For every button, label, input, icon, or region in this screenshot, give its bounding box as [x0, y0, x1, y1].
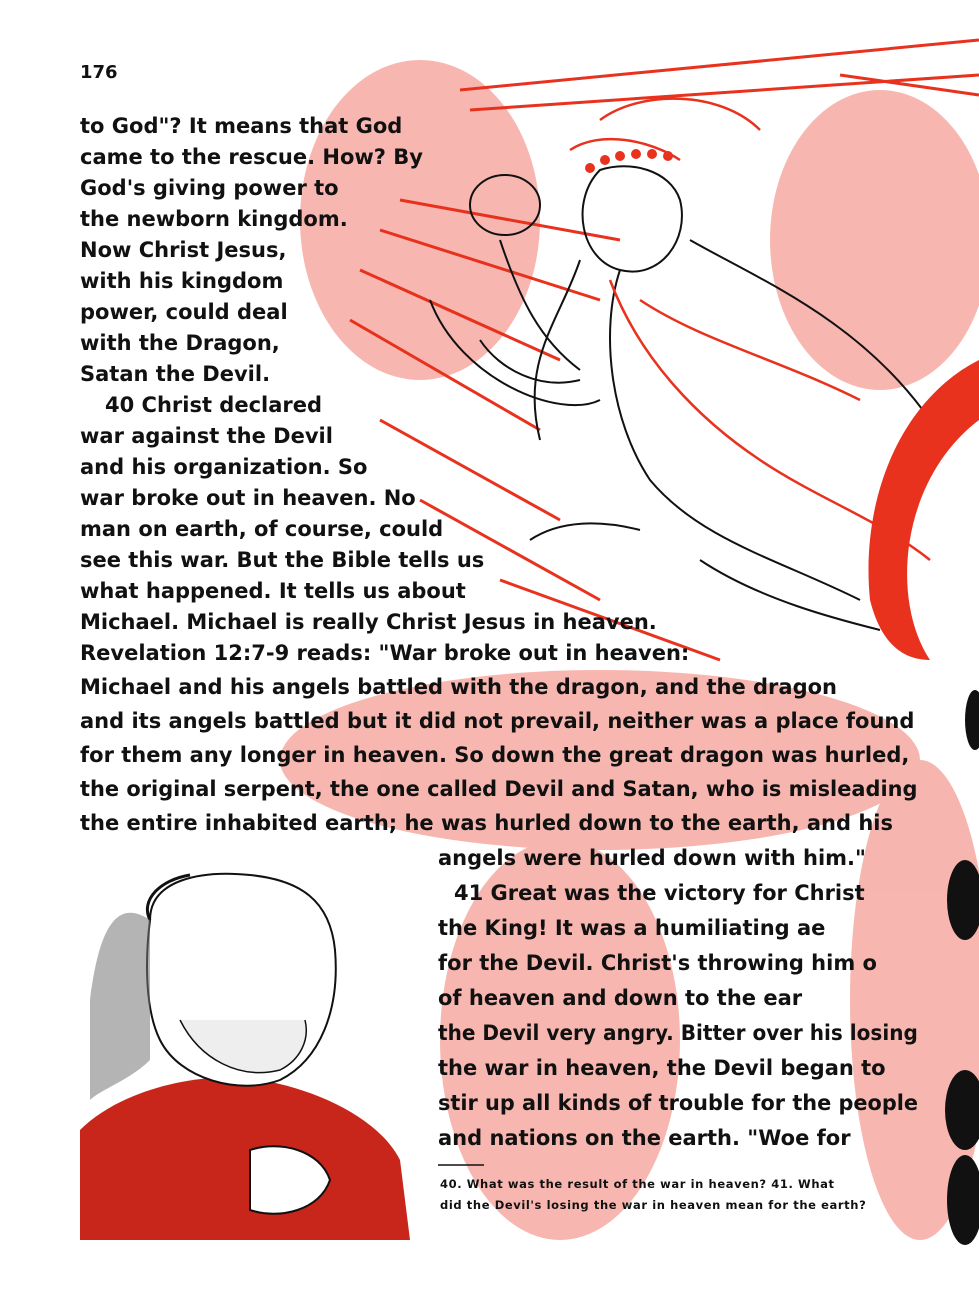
paragraph-start-41: 41 Great was the victory for Christ: [454, 881, 865, 905]
body-line: man on earth, of course, could: [80, 517, 444, 541]
body-line: Revelation 12:7-9 reads: "War broke out in heaven:: [80, 641, 690, 665]
page-number: 176: [80, 62, 118, 83]
study-question: 40. What was the result of the war in heaven? 41. What: [440, 1177, 835, 1191]
body-line: with his kingdom: [80, 269, 284, 293]
body-line: the war in heaven, the Devil began to: [438, 1056, 886, 1080]
scripture-line: for them any longer in heaven. So down the great dragon was hurled,: [80, 743, 910, 767]
old-man-figure: [80, 874, 410, 1240]
body-line: Michael. Michael is really Christ Jesus in heaven.: [80, 610, 657, 634]
crescent-moon: [868, 360, 979, 660]
body-line: power, could deal: [80, 300, 288, 324]
body-line: and his organization. So: [80, 455, 368, 479]
body-line: for the Devil. Christ's throwing him o: [438, 951, 877, 975]
scripture-line: the original serpent, the one called Devil and Satan, who is misleading: [80, 777, 918, 801]
scripture-line: angels were hurled down with him.": [438, 846, 866, 870]
body-line: and nations on the earth. "Woe for: [438, 1126, 851, 1150]
crown-of-stars: [585, 149, 673, 173]
body-line: came to the rescue. How? By: [80, 145, 423, 169]
paragraph-start-40: 40 Christ declared: [105, 393, 323, 417]
body-line: stir up all kinds of trouble for the people: [438, 1091, 919, 1115]
body-line: the Devil very angry. Bitter over his losing: [438, 1021, 918, 1045]
body-line: with the Dragon,: [80, 331, 280, 355]
body-line: of heaven and down to the ear: [438, 986, 803, 1010]
body-line: Now Christ Jesus,: [80, 238, 287, 262]
study-question: did the Devil's losing the war in heaven mean for the earth?: [440, 1198, 867, 1212]
body-line: war against the Devil: [80, 424, 333, 448]
body-line: God's giving power to: [80, 176, 339, 200]
body-line: to God"? It means that God: [80, 114, 403, 138]
scripture-line: the entire inhabited earth; he was hurled down to the earth, and his: [80, 811, 894, 835]
body-line: see this war. But the Bible tells us: [80, 548, 485, 572]
scripture-line: Michael and his angels battled with the dragon, and the dragon: [80, 675, 837, 699]
body-line: what happened. It tells us about: [80, 579, 466, 603]
body-line: war broke out in heaven. No: [80, 486, 416, 510]
body-line: the newborn kingdom.: [80, 207, 348, 231]
body-line: the King! It was a humiliating ae: [438, 916, 826, 940]
body-line: Satan the Devil.: [80, 362, 271, 386]
scripture-line: and its angels battled but it did not prevail, neither was a place found: [80, 709, 915, 733]
